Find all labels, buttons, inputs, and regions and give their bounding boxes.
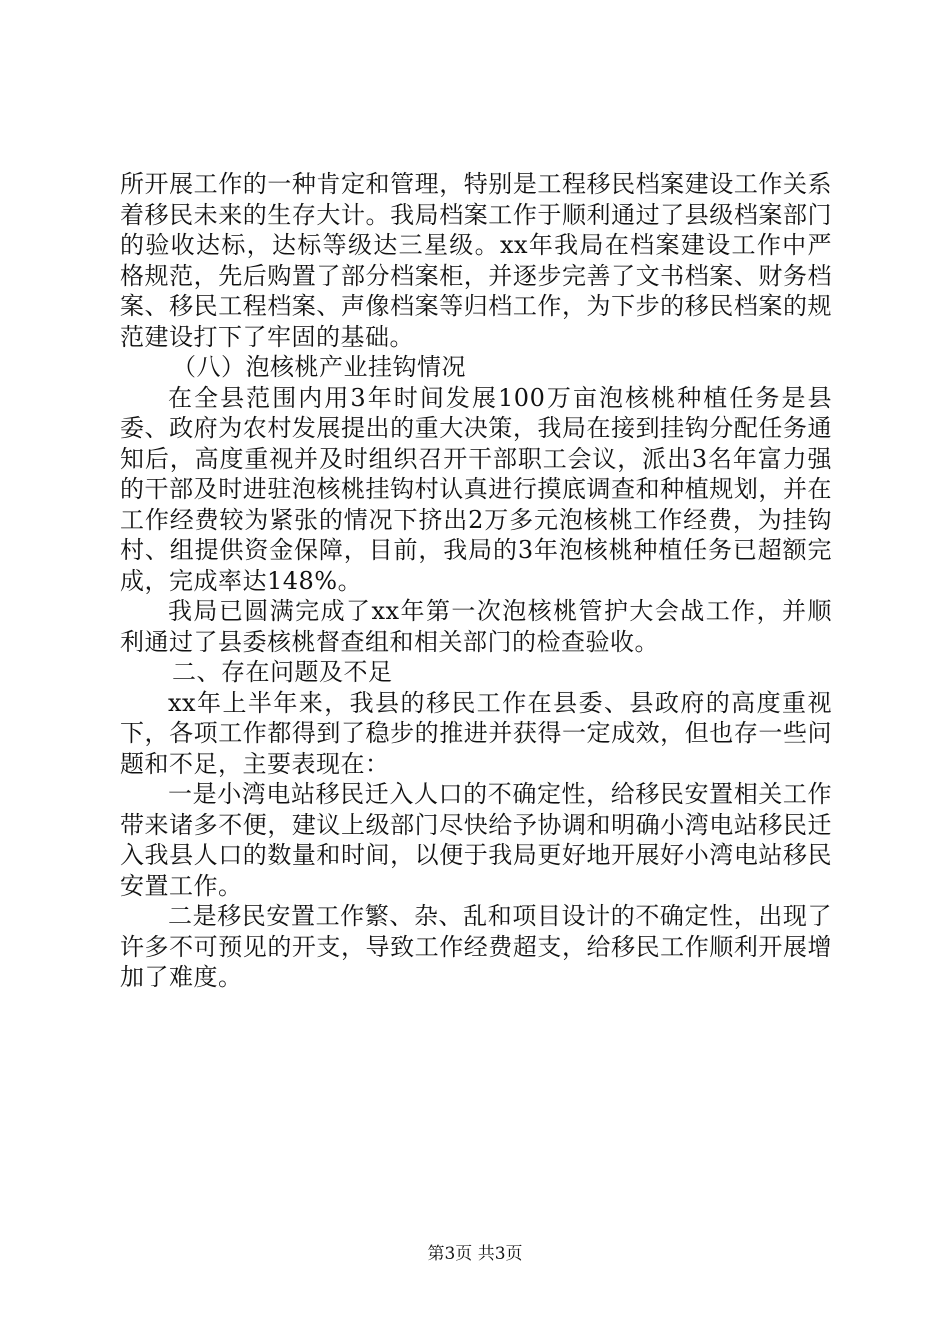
paragraph-problems-intro: xx年上半年来，我县的移民工作在县委、县政府的高度重视下，各项工作都得到了稳步的推进并获得一定成效，但也存一些问题和不足，主要表现在： [120, 688, 832, 778]
paragraph-walnut-campaign: 我局已圆满完成了xx年第一次泡核桃管护大会战工作，并顺利通过了县委核桃督查组和相关部门的检查验收。 [120, 597, 832, 656]
paragraph-problem-one: 一是小湾电站移民迁入人口的不确定性，给移民安置相关工作带来诸多不便，建议上级部门尽快给予协调和明确小湾电站移民迁入我县人口的数量和时间，以便于我局更好地开展好小湾电站移民安置工作。 [120, 780, 832, 900]
paragraph-walnut-planting: 在全县范围内用3年时间发展100万亩泡核桃种植任务是县委、政府为农村发展提出的重大决策，我局在接到挂钩分配任务通知后，高度重视并及时组织召开干部职工会议，派出3名年富力强的干部及时进驻泡核桃挂钩村认真进行摸底调查和种植规划，并在工作经费较为紧张的情况下挤出2万多元泡核桃工作经费，为挂钩村、组提供资金保障，目前，我局的3年泡核桃种植任务已超额完成，完成率达148%。 [120, 383, 832, 595]
section-heading-problems: 二、存在问题及不足 [172, 658, 393, 686]
page-number-footer: 第3页 共3页 [427, 1244, 523, 1264]
paragraph-archive-work: 所开展工作的一种肯定和管理，特别是工程移民档案建设工作关系着移民未来的生存大计。我局档案工作于顺利通过了县级档案部门的验收达标，达标等级达三星级。xx年我局在档案建设工作中严格规范，先后购置了部分档案柜，并逐步完善了文书档案、财务档案、移民工程档案、声像档案等归档工作，为下步的移民档案的规范建设打下了牢固的基础。 [120, 170, 832, 351]
document-body [120, 169, 832, 993]
section-heading-walnut: （八）泡核桃产业挂钩情况 [172, 353, 466, 381]
paragraph-problem-two: 二是移民安置工作繁、杂、乱和项目设计的不确定性，出现了许多不可预见的开支，导致工作经费超支，给移民工作顺利开展增加了难度。 [120, 902, 832, 991]
